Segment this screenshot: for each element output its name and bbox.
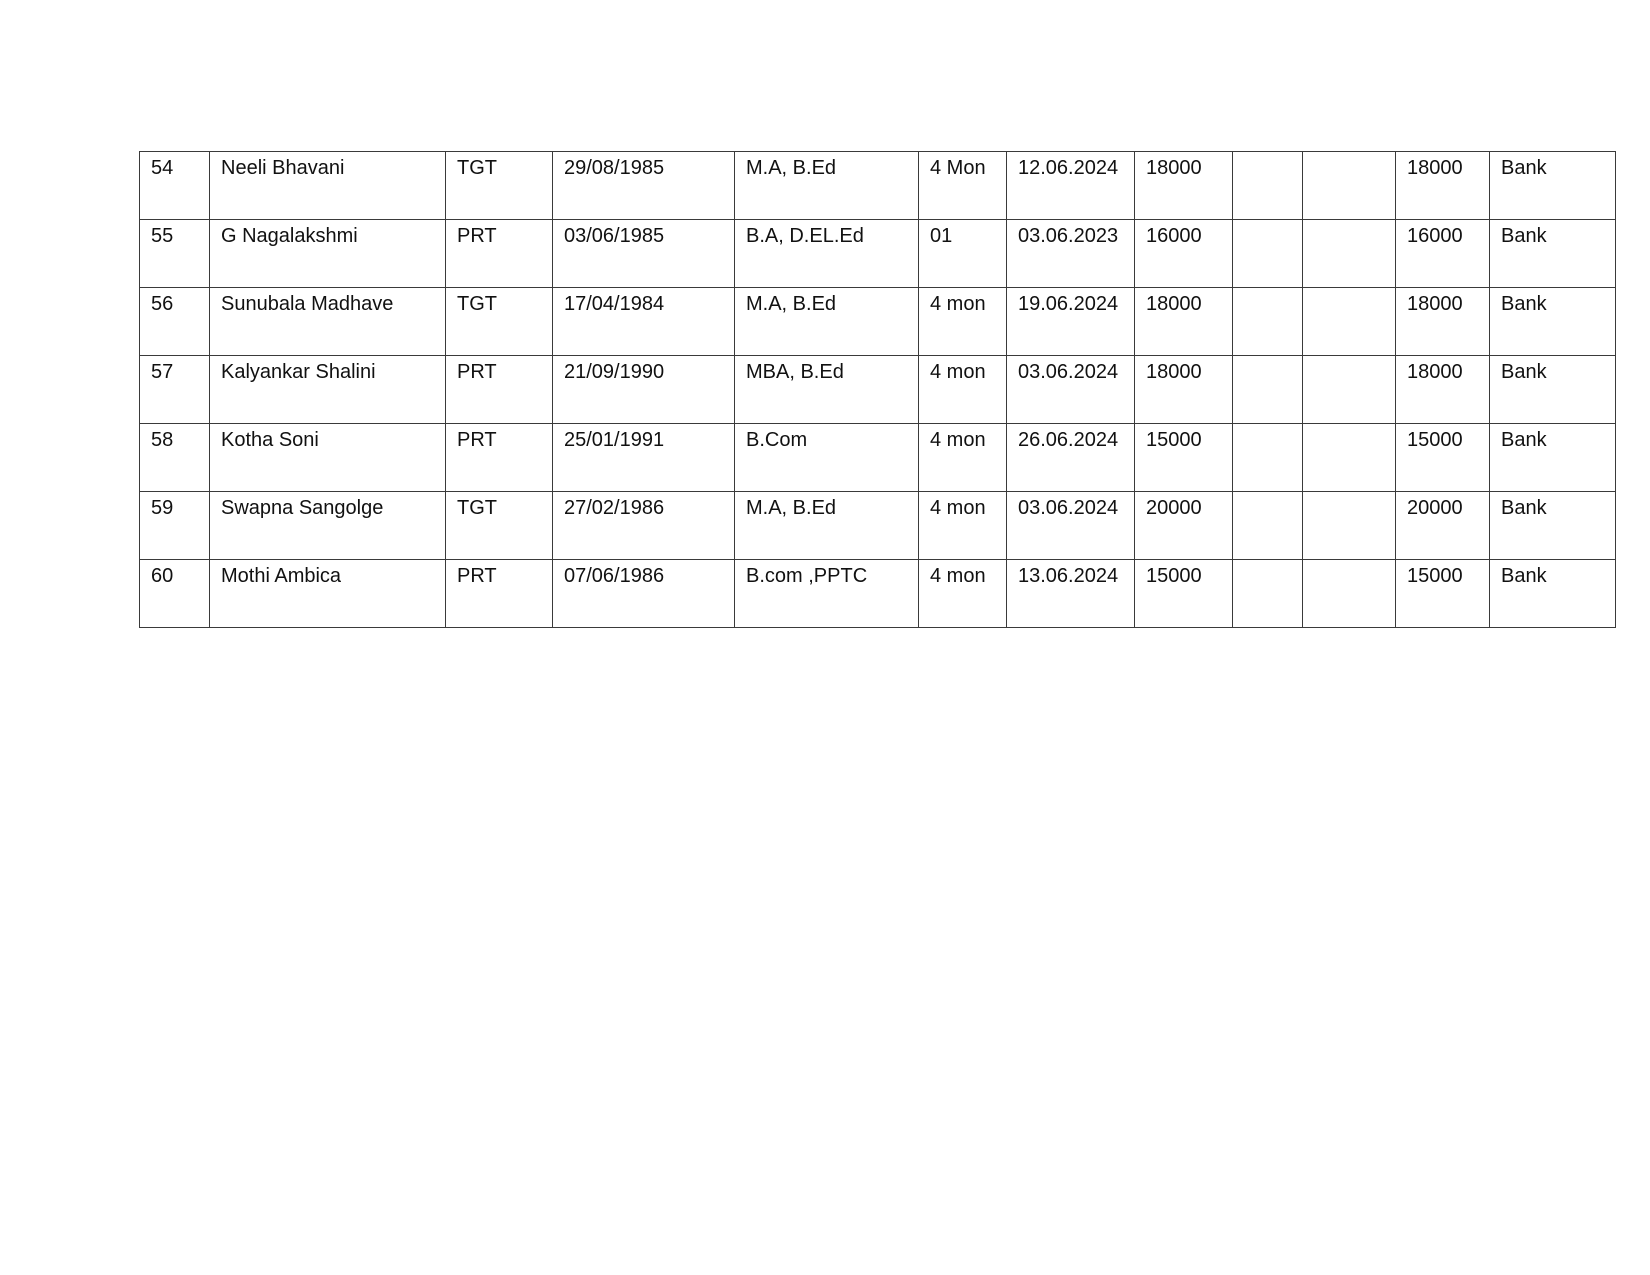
post-cell: PRT xyxy=(446,220,553,288)
experience-cell: 4 mon xyxy=(919,356,1007,424)
qualification-cell: B.A, D.EL.Ed xyxy=(735,220,919,288)
qualification-cell: M.A, B.Ed xyxy=(735,288,919,356)
qualification-cell: MBA, B.Ed xyxy=(735,356,919,424)
total-salary-cell: 16000 xyxy=(1396,220,1490,288)
experience-cell: 4 mon xyxy=(919,492,1007,560)
blank-cell xyxy=(1303,356,1396,424)
payment-mode-cell: Bank xyxy=(1490,560,1616,628)
date-of-birth-cell: 03/06/1985 xyxy=(553,220,735,288)
payment-mode-cell: Bank xyxy=(1490,220,1616,288)
post-cell: TGT xyxy=(446,288,553,356)
post-cell: PRT xyxy=(446,560,553,628)
qualification-cell: M.A, B.Ed xyxy=(735,492,919,560)
post-cell: TGT xyxy=(446,492,553,560)
serial-number-cell: 55 xyxy=(140,220,210,288)
table-row xyxy=(140,424,1616,492)
payment-mode-cell: Bank xyxy=(1490,152,1616,220)
total-salary-cell: 15000 xyxy=(1396,560,1490,628)
blank-cell xyxy=(1233,220,1303,288)
qualification-cell: B.Com xyxy=(735,424,919,492)
salary-cell: 18000 xyxy=(1135,288,1233,356)
total-salary-cell: 18000 xyxy=(1396,356,1490,424)
total-salary-cell: 18000 xyxy=(1396,152,1490,220)
blank-cell xyxy=(1233,560,1303,628)
name-cell: Kotha Soni xyxy=(210,424,446,492)
table-row xyxy=(140,492,1616,560)
salary-cell: 20000 xyxy=(1135,492,1233,560)
name-cell: Neeli Bhavani xyxy=(210,152,446,220)
blank-cell xyxy=(1233,492,1303,560)
serial-number-cell: 54 xyxy=(140,152,210,220)
blank-cell xyxy=(1233,356,1303,424)
post-cell: PRT xyxy=(446,356,553,424)
joining-date-cell: 19.06.2024 xyxy=(1007,288,1135,356)
blank-cell xyxy=(1303,560,1396,628)
serial-number-cell: 60 xyxy=(140,560,210,628)
blank-cell xyxy=(1303,220,1396,288)
date-of-birth-cell: 27/02/1986 xyxy=(553,492,735,560)
staff-table-body xyxy=(140,152,1616,628)
date-of-birth-cell: 17/04/1984 xyxy=(553,288,735,356)
total-salary-cell: 18000 xyxy=(1396,288,1490,356)
date-of-birth-cell: 07/06/1986 xyxy=(553,560,735,628)
blank-cell xyxy=(1303,288,1396,356)
staff-table xyxy=(139,151,1616,628)
joining-date-cell: 03.06.2024 xyxy=(1007,492,1135,560)
name-cell: Sunubala Madhave xyxy=(210,288,446,356)
name-cell: Kalyankar Shalini xyxy=(210,356,446,424)
table-row xyxy=(140,560,1616,628)
date-of-birth-cell: 29/08/1985 xyxy=(553,152,735,220)
salary-cell: 18000 xyxy=(1135,152,1233,220)
qualification-cell: M.A, B.Ed xyxy=(735,152,919,220)
name-cell: Mothi Ambica xyxy=(210,560,446,628)
date-of-birth-cell: 21/09/1990 xyxy=(553,356,735,424)
total-salary-cell: 20000 xyxy=(1396,492,1490,560)
qualification-cell: B.com ,PPTC xyxy=(735,560,919,628)
salary-cell: 15000 xyxy=(1135,424,1233,492)
serial-number-cell: 57 xyxy=(140,356,210,424)
table-row xyxy=(140,356,1616,424)
name-cell: Swapna Sangolge xyxy=(210,492,446,560)
payment-mode-cell: Bank xyxy=(1490,492,1616,560)
payment-mode-cell: Bank xyxy=(1490,424,1616,492)
table-row xyxy=(140,288,1616,356)
salary-cell: 18000 xyxy=(1135,356,1233,424)
blank-cell xyxy=(1303,152,1396,220)
serial-number-cell: 58 xyxy=(140,424,210,492)
experience-cell: 01 xyxy=(919,220,1007,288)
table-row xyxy=(140,220,1616,288)
experience-cell: 4 Mon xyxy=(919,152,1007,220)
total-salary-cell: 15000 xyxy=(1396,424,1490,492)
blank-cell xyxy=(1233,288,1303,356)
table-row xyxy=(140,152,1616,220)
post-cell: TGT xyxy=(446,152,553,220)
blank-cell xyxy=(1303,492,1396,560)
joining-date-cell: 12.06.2024 xyxy=(1007,152,1135,220)
experience-cell: 4 mon xyxy=(919,424,1007,492)
blank-cell xyxy=(1233,152,1303,220)
joining-date-cell: 03.06.2023 xyxy=(1007,220,1135,288)
blank-cell xyxy=(1303,424,1396,492)
post-cell: PRT xyxy=(446,424,553,492)
payment-mode-cell: Bank xyxy=(1490,356,1616,424)
salary-cell: 16000 xyxy=(1135,220,1233,288)
joining-date-cell: 03.06.2024 xyxy=(1007,356,1135,424)
name-cell: G Nagalakshmi xyxy=(210,220,446,288)
payment-mode-cell: Bank xyxy=(1490,288,1616,356)
blank-cell xyxy=(1233,424,1303,492)
experience-cell: 4 mon xyxy=(919,288,1007,356)
joining-date-cell: 26.06.2024 xyxy=(1007,424,1135,492)
salary-cell: 15000 xyxy=(1135,560,1233,628)
date-of-birth-cell: 25/01/1991 xyxy=(553,424,735,492)
serial-number-cell: 56 xyxy=(140,288,210,356)
experience-cell: 4 mon xyxy=(919,560,1007,628)
joining-date-cell: 13.06.2024 xyxy=(1007,560,1135,628)
serial-number-cell: 59 xyxy=(140,492,210,560)
